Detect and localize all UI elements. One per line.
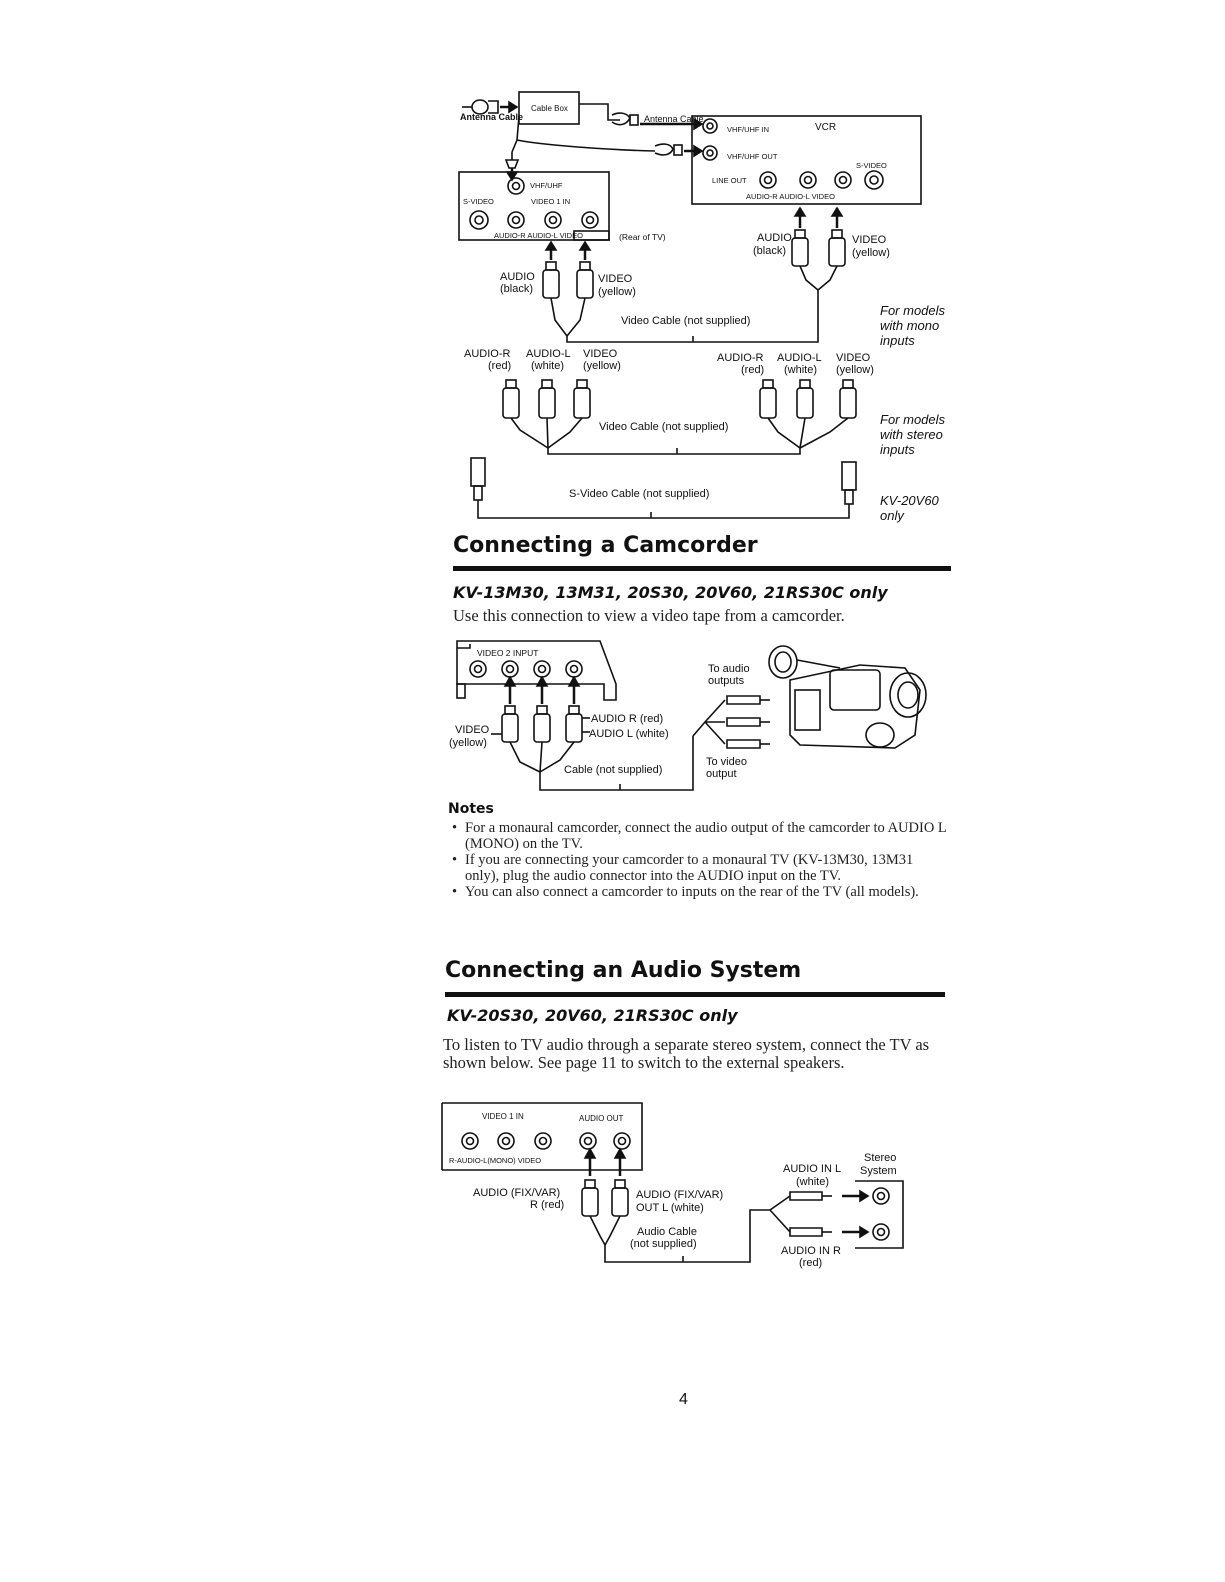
rear-of-tv-label: (Rear of TV) <box>619 232 666 242</box>
stereo-system-box <box>855 1181 903 1248</box>
audio-jack-labels: R-AUDIO-L(MONO) VIDEO <box>449 1156 542 1165</box>
camcorder-icon <box>769 646 926 748</box>
note-mono-models: For models with mono inputs <box>880 303 946 348</box>
note-item: • For a monaural camcorder, connect the audio output of the camcorder to AUDIO L (MONO) on the TV. <box>452 820 947 852</box>
cam-video-yellow-label: (yellow) <box>449 737 487 749</box>
note-item: • If you are connecting your camcorder to a monaural TV (KV-13M30, 13M31 only), plug the audio connector into the AUDIO input on the TV. <box>452 852 914 884</box>
cable-box-label: Cable Box <box>531 104 568 113</box>
camcorder-section-title: Connecting a Camcorder <box>453 533 758 558</box>
vcr-audio-black-label: (black) <box>753 245 787 257</box>
note-stereo-models: For models with stereo inputs <box>880 412 946 457</box>
to-video-label: To video <box>706 756 747 768</box>
antenna-cable-right-label: Antenna Cable <box>644 114 704 124</box>
svideo-jack-icon <box>865 171 883 189</box>
audio-cable-label-2: (not supplied) <box>630 1238 697 1250</box>
page-number: 4 <box>679 1391 688 1408</box>
cam-cable-label: Cable (not supplied) <box>564 764 663 776</box>
vcr-vhf-in-label: VHF/UHF IN <box>727 125 770 134</box>
vcr-svideo-label: S-VIDEO <box>856 161 887 170</box>
audio-r-label: AUDIO-R <box>464 348 511 360</box>
note-item: • You can also connect a camcorder to inputs on the rear of the TV (all models). <box>452 884 919 900</box>
camcorder-connection-diagram <box>440 635 1000 795</box>
cam-audio-l-label: AUDIO L (white) <box>589 728 669 740</box>
antenna-connector-icon <box>612 113 638 125</box>
outputs-label: outputs <box>708 675 745 687</box>
svideo-jack-icon <box>470 211 488 229</box>
section-rule <box>453 566 951 571</box>
right-audio-r-label: AUDIO-R <box>717 352 764 364</box>
audio-l-label: AUDIO-L <box>526 348 571 360</box>
tv-video1-in-label: VIDEO 1 IN <box>531 197 571 206</box>
vcr-video-yellow-label: (yellow) <box>852 247 890 259</box>
vcr-video-label: VIDEO <box>852 234 887 246</box>
rca-plug-icon <box>790 1228 832 1236</box>
right-video-label: VIDEO <box>836 352 871 364</box>
audio-system-models-subtitle: KV-20S30, 20V60, 21RS30C only <box>447 1006 738 1025</box>
audio-black-label: (black) <box>500 283 534 295</box>
vcr-label: VCR <box>815 122 837 133</box>
stereo-video-label: VIDEO <box>583 348 618 360</box>
fixvar-l-label-2: OUT L (white) <box>636 1202 704 1214</box>
audio-in-r-red-label: (red) <box>799 1257 823 1269</box>
audio-r-red-label: (red) <box>488 360 512 372</box>
cam-audio-r-label: AUDIO R (red) <box>591 713 664 725</box>
notes-heading: Notes <box>448 801 494 817</box>
video2-input-label: VIDEO 2 INPUT <box>477 648 539 658</box>
audio-out-label: AUDIO OUT <box>579 1114 624 1123</box>
vcr-vhf-out-label: VHF/UHF OUT <box>727 152 778 161</box>
audio-l-white-label: (white) <box>531 360 565 372</box>
audio-in-r-label: AUDIO IN R <box>781 1245 841 1257</box>
tv-svideo-label: S-VIDEO <box>463 197 494 206</box>
right-video-yellow-label: (yellow) <box>836 364 874 376</box>
audio-system-connection-diagram <box>435 1100 935 1285</box>
fixvar-r-label-1: AUDIO (FIX/VAR) <box>473 1187 561 1199</box>
right-audio-l-label: AUDIO-L <box>777 352 822 364</box>
tv-jack-labels: AUDIO-R AUDIO-L VIDEO <box>494 231 583 240</box>
right-audio-r-red-label: (red) <box>741 364 765 376</box>
vcr-jack-labels: AUDIO-R AUDIO-L VIDEO <box>746 192 835 201</box>
right-audio-l-white-label: (white) <box>784 364 818 376</box>
output-label: output <box>706 768 737 780</box>
camcorder-body-text: Use this connection to view a video tape from a camcorder. <box>453 606 845 625</box>
audio-label: AUDIO <box>500 271 535 283</box>
audio-system-section-title: Connecting an Audio System <box>445 958 802 983</box>
audio-in-l-white-label: (white) <box>796 1176 830 1188</box>
antenna-connector-icon <box>655 144 682 155</box>
stereo-video-cable-label: Video Cable (not supplied) <box>599 421 729 433</box>
audio-cable-label-1: Audio Cable <box>637 1226 697 1238</box>
svideo-cable-label: S-Video Cable (not supplied) <box>569 488 710 500</box>
audio-system-body-text: To listen to TV audio through a separate stereo system, connect the TV as shown below. See page 11 to switch to the external speakers. <box>443 1035 930 1072</box>
stereo-label: Stereo <box>864 1152 897 1164</box>
section-rule <box>445 992 945 997</box>
vcr-line-out-label: LINE OUT <box>712 176 747 185</box>
cam-video-label: VIDEO <box>455 724 490 736</box>
rca-plug-icon <box>727 740 770 748</box>
fixvar-r-label-2: R (red) <box>530 1199 565 1211</box>
rca-plug-icon <box>790 1192 832 1200</box>
note-kv20v60-only: KV-20V60 only <box>880 493 939 523</box>
vcr-audio-label: AUDIO <box>757 232 792 244</box>
antenna-cable-label: Antenna Cable <box>460 112 524 122</box>
tv-vhf-label: VHF/UHF <box>530 181 563 190</box>
video-yellow-label: (yellow) <box>598 286 636 298</box>
camcorder-models-subtitle: KV-13M30, 13M31, 20S30, 20V60, 21RS30C only <box>453 583 888 602</box>
rca-plug-icon <box>727 718 770 726</box>
notes-list <box>450 821 950 902</box>
to-audio-label: To audio <box>708 663 750 675</box>
video-cable-label: Video Cable (not supplied) <box>621 315 751 327</box>
tv-vcr-connection-diagram <box>0 0 1225 540</box>
audio-video1-in-label: VIDEO 1 IN <box>482 1112 524 1121</box>
system-label: System <box>860 1165 897 1177</box>
rca-plug-icon <box>727 696 770 704</box>
audio-in-l-label: AUDIO IN L <box>783 1163 842 1175</box>
fixvar-l-label-1: AUDIO (FIX/VAR) <box>636 1189 724 1201</box>
stereo-video-yellow-label: (yellow) <box>583 360 621 372</box>
video-label: VIDEO <box>598 273 633 285</box>
